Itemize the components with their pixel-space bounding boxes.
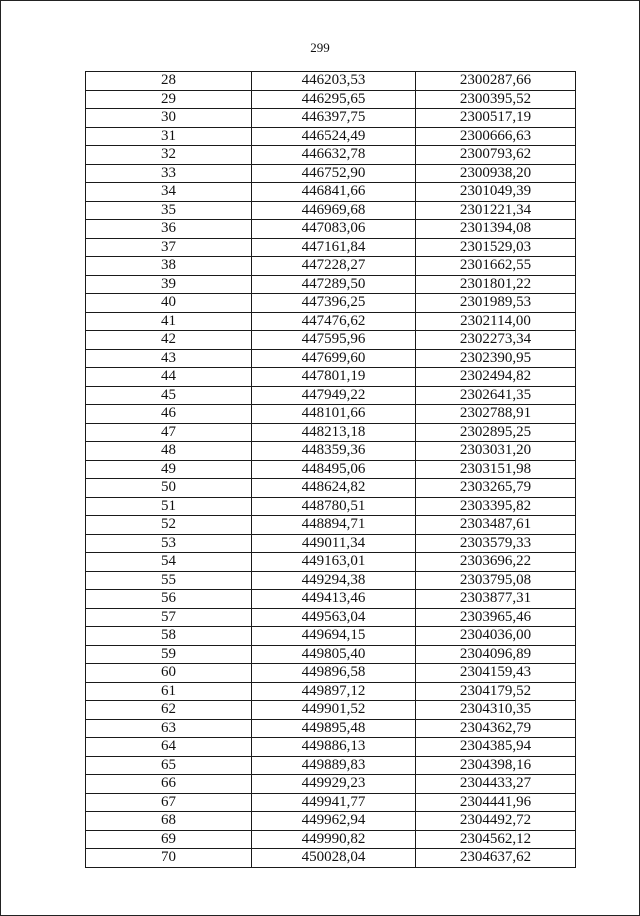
table-row [86,405,576,424]
x-coordinate-cell: 446524,49 [252,127,416,146]
x-coordinate-cell: 446632,78 [252,146,416,165]
point-number-cell: 43 [86,349,252,368]
table-row [86,830,576,849]
y-coordinate-cell: 2302895,25 [416,423,576,442]
table-row [86,849,576,868]
y-coordinate-cell: 2304362,79 [416,719,576,738]
y-coordinate-cell: 2300395,52 [416,90,576,109]
point-number-cell: 55 [86,571,252,590]
y-coordinate-cell: 2302114,00 [416,312,576,331]
point-number-cell: 52 [86,516,252,535]
table-row [86,553,576,572]
coordinates-table-body [86,72,576,868]
x-coordinate-cell: 447801,19 [252,368,416,387]
x-coordinate-cell: 446969,68 [252,201,416,220]
y-coordinate-cell: 2303877,31 [416,590,576,609]
point-number-cell: 48 [86,442,252,461]
y-coordinate-cell: 2303579,33 [416,534,576,553]
x-coordinate-cell: 449163,01 [252,553,416,572]
x-coordinate-cell: 449563,04 [252,608,416,627]
x-coordinate-cell: 449886,13 [252,738,416,757]
table-row [86,571,576,590]
point-number-cell: 28 [86,72,252,91]
y-coordinate-cell: 2304433,27 [416,775,576,794]
point-number-cell: 67 [86,793,252,812]
point-number-cell: 57 [86,608,252,627]
table-row [86,164,576,183]
x-coordinate-cell: 449805,40 [252,645,416,664]
y-coordinate-cell: 2301221,34 [416,201,576,220]
table-row [86,331,576,350]
table-row [86,72,576,91]
x-coordinate-cell: 446841,66 [252,183,416,202]
y-coordinate-cell: 2304637,62 [416,849,576,868]
x-coordinate-cell: 449694,15 [252,627,416,646]
x-coordinate-cell: 448101,66 [252,405,416,424]
x-coordinate-cell: 448213,18 [252,423,416,442]
x-coordinate-cell: 447595,96 [252,331,416,350]
y-coordinate-cell: 2302494,82 [416,368,576,387]
point-number-cell: 34 [86,183,252,202]
y-coordinate-cell: 2304562,12 [416,830,576,849]
point-number-cell: 36 [86,220,252,239]
x-coordinate-cell: 448359,36 [252,442,416,461]
point-number-cell: 68 [86,812,252,831]
table-row [86,627,576,646]
point-number-cell: 31 [86,127,252,146]
page-number: 299 [310,40,330,55]
table-row [86,109,576,128]
y-coordinate-cell: 2301662,55 [416,257,576,276]
x-coordinate-cell: 447396,25 [252,294,416,313]
point-number-cell: 49 [86,460,252,479]
x-coordinate-cell: 447228,27 [252,257,416,276]
table-row [86,738,576,757]
table-row [86,793,576,812]
point-number-cell: 56 [86,590,252,609]
table-row [86,442,576,461]
table-row [86,756,576,775]
x-coordinate-cell: 449011,34 [252,534,416,553]
table-row [86,275,576,294]
table-row [86,183,576,202]
y-coordinate-cell: 2304398,16 [416,756,576,775]
x-coordinate-cell: 447949,22 [252,386,416,405]
x-coordinate-cell: 448894,71 [252,516,416,535]
table-row [86,812,576,831]
table-row [86,146,576,165]
x-coordinate-cell: 448780,51 [252,497,416,516]
x-coordinate-cell: 447161,84 [252,238,416,257]
point-number-cell: 38 [86,257,252,276]
table-row [86,497,576,516]
y-coordinate-cell: 2301049,39 [416,183,576,202]
table-row [86,423,576,442]
y-coordinate-cell: 2300793,62 [416,146,576,165]
table-row [86,349,576,368]
point-number-cell: 53 [86,534,252,553]
table-row [86,312,576,331]
point-number-cell: 63 [86,719,252,738]
coordinates-table [85,71,576,868]
point-number-cell: 60 [86,664,252,683]
point-number-cell: 46 [86,405,252,424]
y-coordinate-cell: 2300517,19 [416,109,576,128]
x-coordinate-cell: 449889,83 [252,756,416,775]
table-row [86,220,576,239]
table-row [86,386,576,405]
y-coordinate-cell: 2304492,72 [416,812,576,831]
x-coordinate-cell: 450028,04 [252,849,416,868]
table-row [86,90,576,109]
point-number-cell: 54 [86,553,252,572]
y-coordinate-cell: 2303151,98 [416,460,576,479]
table-row [86,127,576,146]
point-number-cell: 66 [86,775,252,794]
x-coordinate-cell: 446295,65 [252,90,416,109]
x-coordinate-cell: 449901,52 [252,701,416,720]
point-number-cell: 50 [86,479,252,498]
point-number-cell: 65 [86,756,252,775]
point-number-cell: 45 [86,386,252,405]
y-coordinate-cell: 2300666,63 [416,127,576,146]
y-coordinate-cell: 2303487,61 [416,516,576,535]
table-row [86,701,576,720]
y-coordinate-cell: 2303031,20 [416,442,576,461]
x-coordinate-cell: 449294,38 [252,571,416,590]
x-coordinate-cell: 449895,48 [252,719,416,738]
y-coordinate-cell: 2302641,35 [416,386,576,405]
x-coordinate-cell: 449962,94 [252,812,416,831]
table-row [86,775,576,794]
table-row [86,460,576,479]
table-row [86,257,576,276]
table-row [86,534,576,553]
x-coordinate-cell: 449990,82 [252,830,416,849]
x-coordinate-cell: 449929,23 [252,775,416,794]
y-coordinate-cell: 2302788,91 [416,405,576,424]
table-row [86,590,576,609]
y-coordinate-cell: 2303696,22 [416,553,576,572]
y-coordinate-cell: 2302273,34 [416,331,576,350]
point-number-cell: 70 [86,849,252,868]
table-row [86,664,576,683]
table-row [86,608,576,627]
y-coordinate-cell: 2304441,96 [416,793,576,812]
point-number-cell: 42 [86,331,252,350]
point-number-cell: 37 [86,238,252,257]
x-coordinate-cell: 449413,46 [252,590,416,609]
point-number-cell: 59 [86,645,252,664]
point-number-cell: 35 [86,201,252,220]
x-coordinate-cell: 447476,62 [252,312,416,331]
y-coordinate-cell: 2300287,66 [416,72,576,91]
point-number-cell: 51 [86,497,252,516]
point-number-cell: 64 [86,738,252,757]
y-coordinate-cell: 2304036,00 [416,627,576,646]
x-coordinate-cell: 447289,50 [252,275,416,294]
y-coordinate-cell: 2303395,82 [416,497,576,516]
point-number-cell: 41 [86,312,252,331]
point-number-cell: 44 [86,368,252,387]
table-row [86,516,576,535]
point-number-cell: 32 [86,146,252,165]
x-coordinate-cell: 447699,60 [252,349,416,368]
point-number-cell: 40 [86,294,252,313]
point-number-cell: 29 [86,90,252,109]
table-row [86,368,576,387]
y-coordinate-cell: 2303265,79 [416,479,576,498]
y-coordinate-cell: 2304310,35 [416,701,576,720]
x-coordinate-cell: 446203,53 [252,72,416,91]
point-number-cell: 39 [86,275,252,294]
table-row [86,201,576,220]
y-coordinate-cell: 2303795,08 [416,571,576,590]
y-coordinate-cell: 2304385,94 [416,738,576,757]
y-coordinate-cell: 2303965,46 [416,608,576,627]
y-coordinate-cell: 2304159,43 [416,664,576,683]
table-row [86,645,576,664]
y-coordinate-cell: 2304096,89 [416,645,576,664]
table-row [86,719,576,738]
x-coordinate-cell: 447083,06 [252,220,416,239]
x-coordinate-cell: 446397,75 [252,109,416,128]
point-number-cell: 61 [86,682,252,701]
point-number-cell: 69 [86,830,252,849]
x-coordinate-cell: 446752,90 [252,164,416,183]
y-coordinate-cell: 2302390,95 [416,349,576,368]
table-row [86,238,576,257]
x-coordinate-cell: 449896,58 [252,664,416,683]
y-coordinate-cell: 2301394,08 [416,220,576,239]
point-number-cell: 62 [86,701,252,720]
x-coordinate-cell: 448495,06 [252,460,416,479]
table-row [86,479,576,498]
table-row [86,682,576,701]
point-number-cell: 47 [86,423,252,442]
point-number-cell: 30 [86,109,252,128]
y-coordinate-cell: 2301801,22 [416,275,576,294]
point-number-cell: 33 [86,164,252,183]
table-row [86,294,576,313]
y-coordinate-cell: 2301529,03 [416,238,576,257]
point-number-cell: 58 [86,627,252,646]
x-coordinate-cell: 449897,12 [252,682,416,701]
x-coordinate-cell: 448624,82 [252,479,416,498]
y-coordinate-cell: 2301989,53 [416,294,576,313]
y-coordinate-cell: 2300938,20 [416,164,576,183]
x-coordinate-cell: 449941,77 [252,793,416,812]
y-coordinate-cell: 2304179,52 [416,682,576,701]
